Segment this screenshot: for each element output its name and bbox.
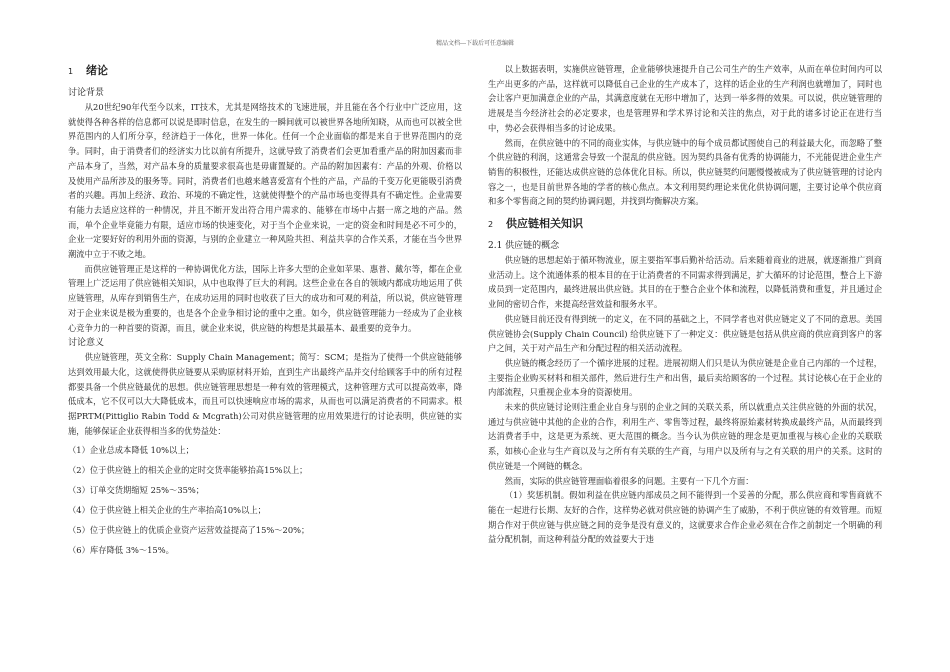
paragraph-background-2: 而供应链管理正是这样的一种协调优化方法，国际上许多大型的企业如苹果、惠普、戴尔等，都在企业管理上广泛运用了供应链相关知识，从中也取得了巨大的利润。这些企业在各自的领域内都成功地运用了供应链管理，从库存到销售生产，在成功运用的同时也收获了巨大的成功和可观的利益，所以说，供应链管理对于企业来说是极为重要的，也是各个企业争相讨论的重中之重。如今，供应链管理能力一经成为了企业核心竞争力的一种首要的资源，而且，就企业来说，供应链的构想是其最基本、最重要的竞争力。 [68,263,462,333]
section-1-title: 绪论 [86,64,108,77]
paragraph-data-results: 以上数据表明，实施供应链管理，企业能够快速提升自己公司生产的生产效率，从而在单位时间内可以生产出更多的产品，这样就可以降低自己企业的生产成本了，这样的话企业的生产利润也就增加了，同时也会让客户更加满意企业的产品，其满意度就在无形中增加了，达到一举多得的效果。可以说，供应链管理的进展是当今经济社会的必定要求，也是管理界和学术界讨论和关注的焦点，对于此的诸多讨论正在进行当中，势必会获得相当多的讨论成果。 [488,64,882,133]
paragraph-concept-1: 供应链的思想起始于循环物流业，原主要指军事后勤补给活动。后来随着商业的进展，就逐渐推广到商业活动上。这个流通体系的根本目的在于让消费者的不同需求得到满足，扩大循环的讨论范围，整合上下游成员到一定范围内，最终进展出供应链。其目的在于整合企业个体和流程，以降低消费和重复，并且通过企业间的密切合作，来提高经营效益和服务水平。 [488,255,882,310]
paragraph-significance: 供应链管理，英文全称：Supply Chain Management；简写：SCM；是指为了使得一个供应链能够达到效用最大化，这就使得供应链要从采购原材料开始，直到生产出最终产品并交付给顾客手中的所有过程都要具备一个供应链最优的思想。供应链管理思想是一种有效的管理模式，这种管理方式可以提高效率，降低成本，它不仅可以大大降低成本，而且可以快速响应市场的需求，从而也可以满足消费者的不同需求。根据PRTM(Pittiglio Rabin Todd & Mcgrath)公司对供应链管理的应用效果进行的讨论表明，供应链的实施，能够保证企业获得相当多的优势益处： [68,352,462,436]
section-1-heading [68,62,462,78]
page-header: 精品文档---下载后可任意编辑 [435,40,515,47]
subsection-concept: 2.1 供应链的概念 [488,241,560,252]
paragraph-concept-6: （1）奖惩机制。假如利益在供应链内部成员之间不能得到一个妥善的分配，那么供应商和零售商就不能在一起进行长期、友好的合作，这样势必就对供应链的协调产生了威胁，不利于供应链的有效管理。而短期合作对于供应链与供应链之间的竞争是没有意义的，这就要求合作企业必须在合作之前制定一个明确的利益分配机制，而这种利益分配的效益要大于违 [488,490,882,545]
paragraph-concept-4: 未来的供应链讨论则注重企业自身与别的企业之间的关联关系，所以就重点关注供应链的外面的状况，通过与供应链中其他的企业的合作，利用生产、零售等过程，最终将原始素材转换成最终产品，从而最终到达消费者手中，这是更为系统、更大范围的概念。当今认为供应链的理念是更加重视与核心企业的关联联系，如核心企业与生产商以及与之所有有关联的生产商，与用户以及所有与之有关联的用户的关系。这时的供应链是一个网链的概念。 [488,402,882,471]
paragraph-contract: 然而，在供应链中的不同的商业实体，与供应链中的每个成员都试图使自己的利益最大化，而忽略了整个供应链的利润，这通常会导致一个混乱的供应链。因为契约具备有优秀的协调能力，不光能促进企业生产销售的积极性，还能达成供应链的总体优化目标。所以，供应链契约问题慢慢被成为了供应链管理的讨论内容之一，也是目前世界各地的学者的核心焦点。本文利用契约理论来优化供协调问题，主要讨论单个供应商和多个零售商之间的契约协调问题，并找到均衡解决方案。 [488,137,882,207]
paragraph-concept-5: 然而，实际的供应链管理面临着很多的问题。主要有一下几个方面： [504,475,754,486]
list-item: （2）位于供应链上的相关企业的定时交货率能够抬高15%以上； [68,465,308,476]
list-item: （1）企业总成本降低 10%以上； [68,445,194,456]
right-column [488,62,882,547]
list-item: （3）订单交货期缩短 25%～35%； [68,485,205,496]
paragraph-background-1: 从20世纪90年代至今以来，IT技术，尤其是网络技术的飞速进展，并且能在各个行业中广泛应用，这就使得各种各样的信息都可以说是即时信息，在发生的一瞬间就可以被世界各地所知晓，从而也可以被全世界范围内的人们所分享，经济趋于一体化，世界一体化。任何一个企业面临的都是来自于世界范围内的竞争。同时，由于消费者们的经济实力比以前有所提升，这就导致了消费者们会更加看重产品的附加因素而非产品本身了，当然，对产品本身的质量要求很高也是毋庸置疑的。产品的附加因素有：产品的外观、价格以及使用产品所涉及的服务等。同时，消费者们也越来越喜爱富有个性的产品，产品的千变万化更能吸引消费者的兴趣。再加上经济、政治、环境的不确定性，这就使得整个的产品市场也变得具有不确定性。企业需要有能力去适应这样的一种情况，并且不断开发出符合用户需求的、能够在市场中占据一席之地的产品。然而，单个企业毕竟能力有限，适应市场的快速变化，对于当个企业来说，一定的资金和时间是必不可少的，企业一定要好好的利用外面的资源，与别的企业建立一种风险共担、利益共享的合作关系，才能在当今世界潮流中立于不败之地。 [68,102,462,260]
section-1-number: 1 [68,67,74,76]
list-item: （6）库存降低 3%～15%。 [68,545,174,556]
section-2-number: 2 [488,220,494,230]
list-item: （5）位于供应链上的优质企业资产运营效益提高了15%～20%； [68,525,310,536]
section-2-heading [488,215,882,231]
list-item: （4）位于供应链上相关企业的生产率抬高10%以上； [68,505,266,516]
left-column [68,62,462,560]
paragraph-concept-3: 供应链的概念经历了一个循序进展的过程。进展初期人们只是认为供应链是企业自己内部的一个过程，主要指企业购买材料和相关部件，然后进行生产和出售，最后卖给顾客的一个过程。其讨论核心在于企业的内部流程，只重视企业本身的资源使用。 [488,357,882,398]
subsection-background: 讨论背景 [68,88,105,98]
paragraph-concept-2: 供应链目前还没有得到统一的定义，在不同的基础之上，不同学者也对供应链定义了不同的意思。美国供应链协会(Supply Chain Council) 给供应链下了一种定义：供应链是包括从供应商的供应商到客户的客户之间，关于对产品生产和分配过程的相关活动流程。 [488,313,882,354]
section-2-title: 供应链相关知识 [506,217,583,231]
benefit-list [68,440,462,560]
subsection-significance: 讨论意义 [68,338,105,349]
